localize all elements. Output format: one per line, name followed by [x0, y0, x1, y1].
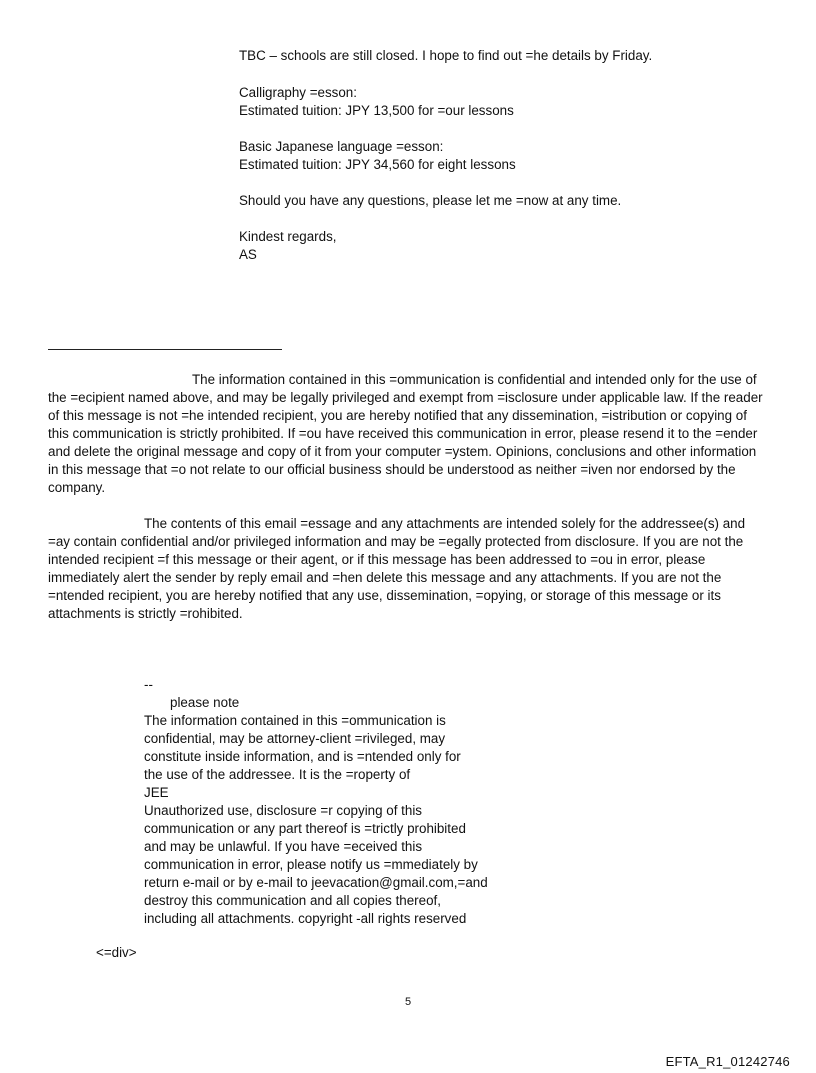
disclaimer-paragraph-2: The contents of this email =essage and any attachments are intended solely for the addressee(s) and =ay contain confidential and/or privileged information and may be =egally protected from disclosure. If you are not the intended recipient =f this message or their agent, or if this message has been addressed to =ou in error, please immediately alert the sender by reply email and =hen delete this message and any attachments. If you are not the =ntended recipient, you are hereby notified that any use, dissemination, =opying, or storage of this message or its attachments is strictly =rohibited.: [48, 516, 746, 621]
note-line: Unauthorized use, disclosure =r copying of this: [144, 803, 423, 818]
note-line: destroy this communication and all copies thereof,: [144, 893, 441, 908]
email-line-schools: TBC – schools are still closed. I hope to find out =he details by Friday.: [239, 48, 653, 63]
note-line: confidential, may be attorney-client =rivileged, may: [144, 731, 446, 746]
disclaimer-paragraph-1: The information contained in this =ommunication is confidential and intended only for the use of the =ecipient named above, and may be legally privileged and exempt from =isclosure under applicable law. If the reader of this message is not =he intended recipient, you are hereby notified that any dissemination, =istribution or copying of this communication is strictly prohibited. If =ou have received this communication in error, please resend it to the =ender and delete the original message and copy of it from your computer =ystem. Opinions, conclusions and other information in this message that =o not relate to our official business should be understood as neither =iven nor endorsed by the company.: [48, 372, 763, 495]
note-line: return e-mail or by e-mail to jeevacation@gmail.com,=and: [144, 875, 488, 890]
document-id: EFTA_R1_01242746: [665, 1054, 790, 1069]
note-line: the use of the addressee. It is the =roperty of: [144, 767, 411, 782]
note-heading: please note: [170, 695, 240, 710]
page-number: 5: [404, 996, 412, 1008]
note-line: communication in error, please notify us =mmediately by: [144, 857, 478, 872]
note-line: constitute inside information, and is =ntended only for: [144, 749, 461, 764]
note-line: The information contained in this =ommunication is: [144, 713, 446, 728]
calligraphy-title: Calligraphy =esson:: [239, 85, 357, 100]
questions-line: Should you have any questions, please let me =now at any time.: [239, 193, 622, 208]
div-tag-text: <=div>: [96, 945, 137, 960]
note-line: including all attachments. copyright -all rights reserved: [144, 911, 467, 926]
footnote-rule: [48, 349, 282, 350]
note-line: JEE: [144, 785, 169, 800]
note-line: communication or any part thereof is =trictly prohibited: [144, 821, 466, 836]
calligraphy-tuition: Estimated tuition: JPY 13,500 for =our lessons: [239, 103, 514, 118]
note-line: and may be unlawful. If you have =eceived this: [144, 839, 423, 854]
japanese-tuition: Estimated tuition: JPY 34,560 for eight lessons: [239, 157, 516, 172]
note-dashes: --: [144, 677, 153, 692]
closing-line: Kindest regards,: [239, 229, 337, 244]
japanese-title: Basic Japanese language =esson:: [239, 139, 444, 154]
signature: AS: [239, 247, 257, 262]
